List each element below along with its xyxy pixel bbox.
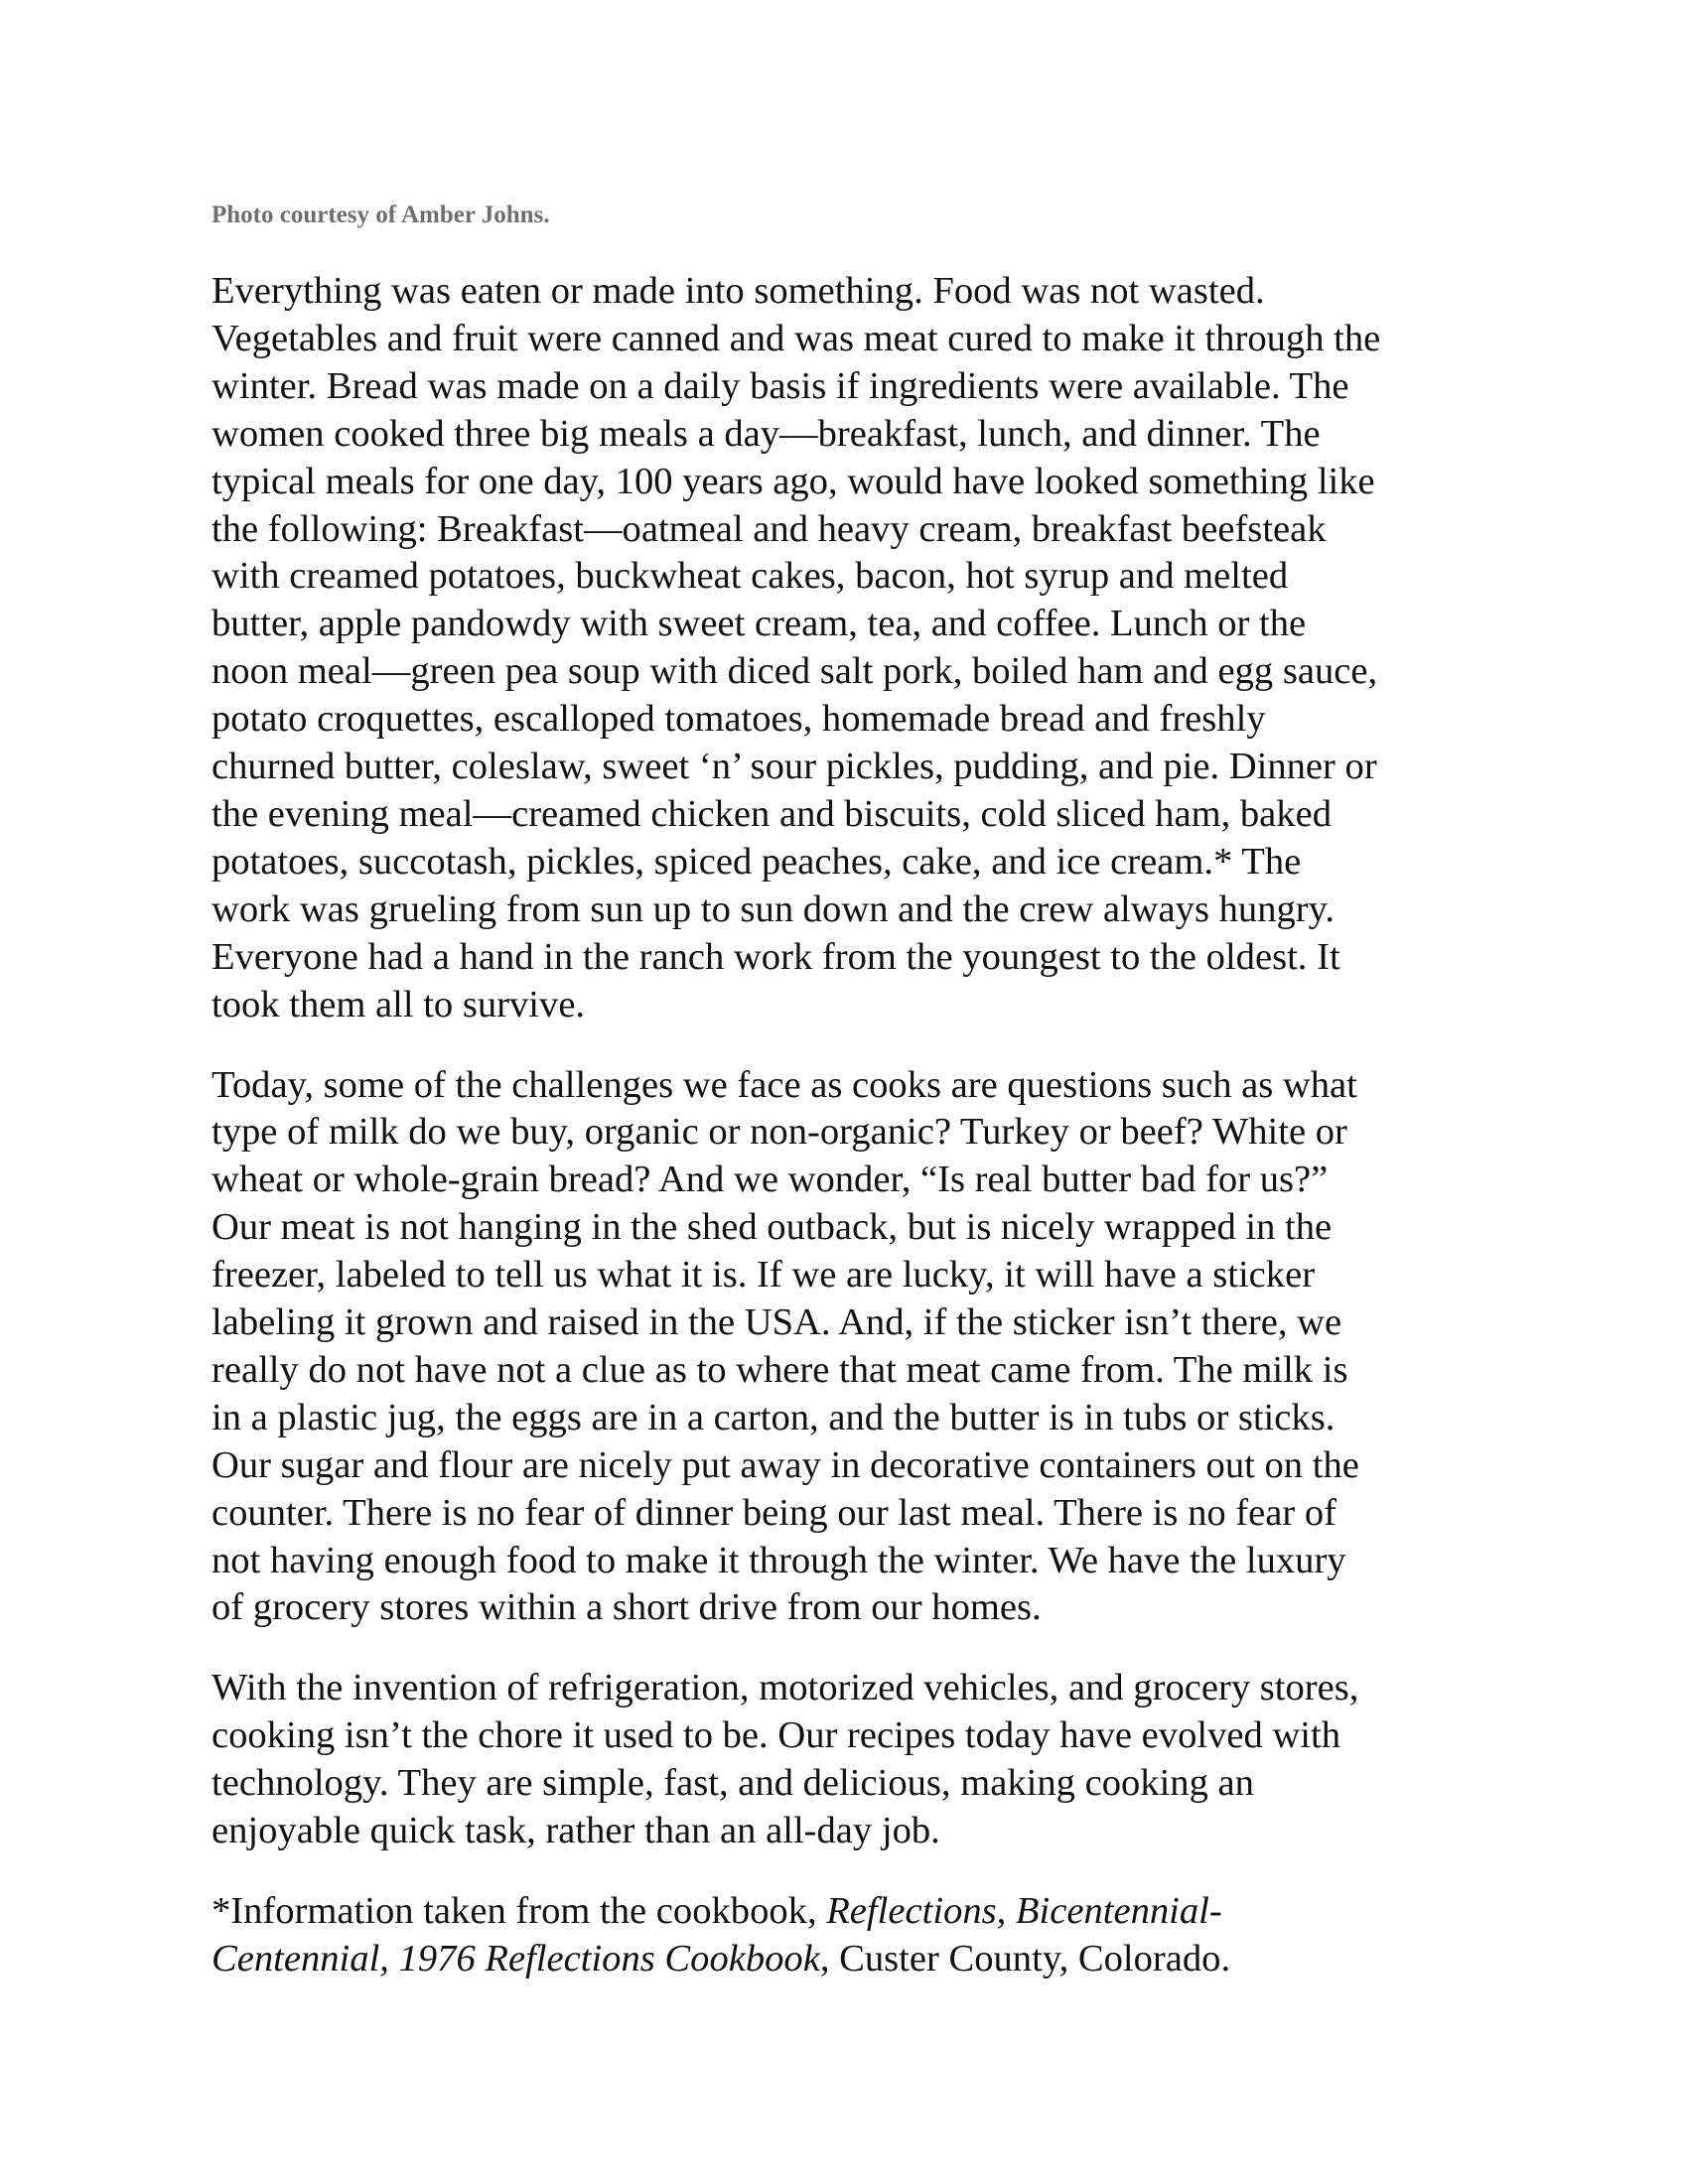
text-line: labeling it grown and raised in the USA. And, if the sticker isn’t there, we [211,1301,1342,1344]
text-line: With the invention of refrigeration, motorized vehicles, and grocery stores, [211,1667,1359,1709]
text-line: counter. There is no fear of dinner being our last meal. There is no fear of [211,1491,1337,1534]
text-line: butter, apple pandowdy with sweet cream, tea, and coffee. Lunch or the [211,603,1307,645]
text-line: in a plastic jug, the eggs are in a carton, and the butter is in tubs or sticks. [211,1396,1336,1438]
text-line: the following: Breakfast—oatmeal and heavy cream, breakfast beefsteak [211,507,1327,550]
document-page [211,199,1502,2016]
footnote-suffix: , Custer County, Colorado. [819,1937,1231,1979]
text-line: potatoes, succotash, pickles, spiced peaches, cake, and ice cream.* The [211,840,1302,883]
text-line: Everyone had a hand in the ranch work from the youngest to the oldest. It [211,935,1340,978]
text-line: Today, some of the challenges we face as cooks are questions such as what [211,1063,1357,1106]
text-line: not having enough food to make it through the winter. We have the luxury [211,1539,1346,1581]
text-line: potato croquettes, escalloped tomatoes, homemade bread and freshly [211,698,1266,741]
footnote [211,1888,1502,1983]
text-line: cooking isn’t the chore it used to be. Our recipes today have evolved with [211,1714,1341,1757]
text-line: the evening meal—creamed chicken and biscuits, cold sliced ham, baked [211,792,1332,835]
text-line: took them all to survive. [211,983,586,1025]
text-line: churned butter, coleslaw, sweet ‘n’ sour pickles, pudding, and pie. Dinner or [211,746,1377,788]
text-line: enjoyable quick task, rather than an all-day job. [211,1810,940,1852]
text-line: type of milk do we buy, organic or non-organic? Turkey or beef? White or [211,1111,1347,1154]
paragraph-today [211,1062,1502,1633]
footnote-line-2 [211,1936,1502,1983]
text-line: freezer, labeled to tell us what it is. If we are lucky, it will have a sticker [211,1254,1316,1297]
text-line: Our meat is not hanging in the shed outback, but is nicely wrapped in the [211,1206,1333,1249]
cookbook-title-part-2: Centennial, 1976 Reflections Cookbook [211,1937,820,1979]
text-line: Our sugar and flour are nicely put away in decorative containers out on the [211,1443,1359,1486]
text-line: typical meals for one day, 100 years ago, would have looked something like [211,460,1375,502]
text-line: of grocery stores within a short drive from our homes. [211,1586,1042,1629]
paragraph-modern-cooking [211,1665,1502,1855]
footnote-prefix: *Information taken from the cookbook, [211,1890,827,1932]
text-line: wheat or whole-grain bread? And we wonder, “Is real butter bad for us?” [211,1159,1329,1201]
text-line: really do not have not a clue as to where that meat came from. The milk is [211,1348,1348,1391]
text-line: women cooked three big meals a day—breakfast, lunch, and dinner. The [211,412,1321,455]
footnote-line-1 [211,1888,1502,1936]
photo-caption: Photo courtesy of Amber Johns. [211,202,550,228]
paragraph-history [211,268,1502,1029]
text-line: Everything was eaten or made into something. Food was not wasted. [211,270,1265,312]
text-line: noon meal—green pea soup with diced salt pork, boiled ham and egg sauce, [211,650,1378,693]
cookbook-title-part-1: Reflections, Bicentennial- [826,1890,1222,1932]
text-line: technology. They are simple, fast, and delicious, making cooking an [211,1762,1254,1805]
text-line: winter. Bread was made on a daily basis if ingredients were available. The [211,364,1349,407]
text-line: with creamed potatoes, buckwheat cakes, bacon, hot syrup and melted [211,555,1289,598]
text-line: Vegetables and fruit were canned and was meat cured to make it through the [211,317,1381,359]
text-line: work was grueling from sun up to sun down and the crew always hungry. [211,887,1336,930]
